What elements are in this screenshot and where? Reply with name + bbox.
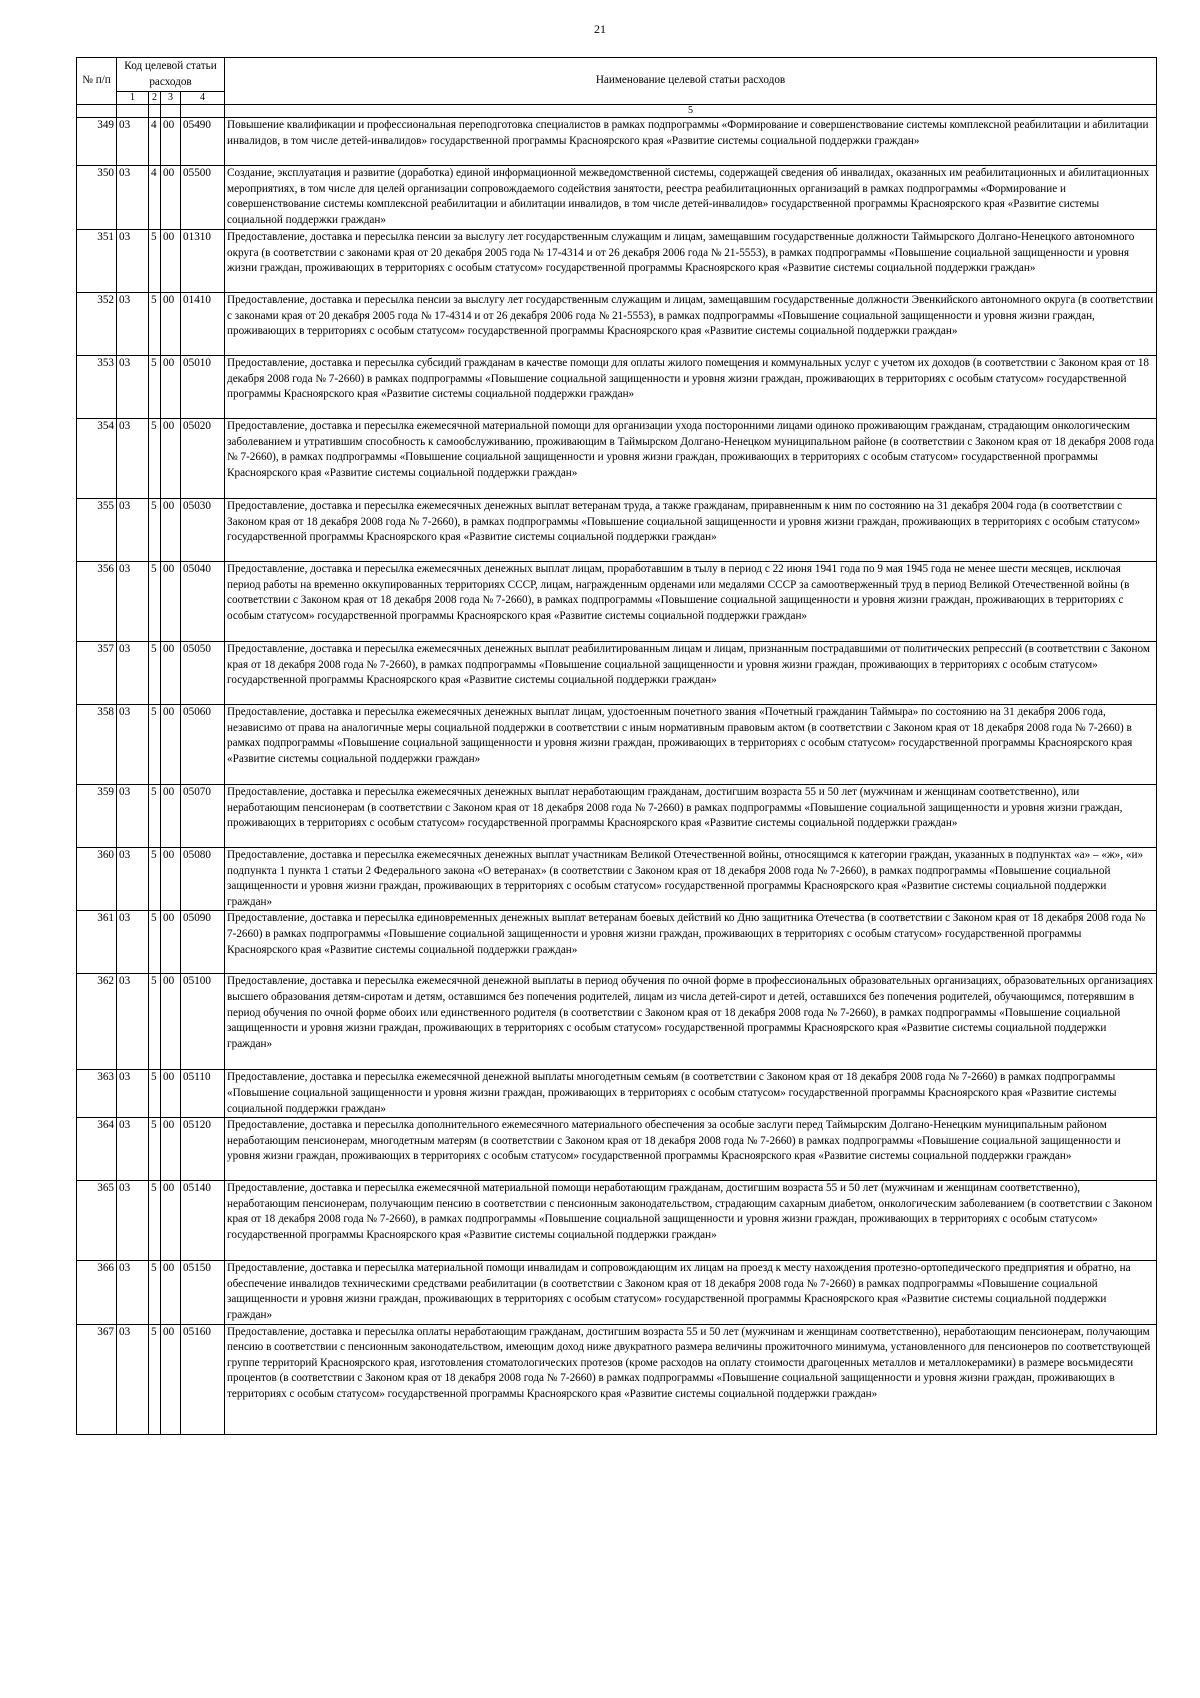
code-part-2: 5	[149, 356, 161, 419]
code-part-1: 03	[117, 499, 149, 562]
code-part-1: 03	[117, 785, 149, 848]
row-number: 351	[77, 230, 117, 293]
page-number: 21	[594, 22, 606, 36]
expense-name: Предоставление, доставка и пересылка ежемесячных денежных выплат лицам, проработавшим в тылу в период с 22 июня 1941 года по 9 мая 1945 года не менее шести месяцев, исключая период работы на временно оккупированных территориях СССР, лицам, награжденным орденами или медалями СССР за самоотверженный труд в период Великой Отечественной войны (в соответствии с Законом края от 18 декабря 2008 года № 7-2660), в рамках подпрограммы «Повышение социальной защищенности и уровня жизни граждан, проживающих в территориях с особым статусом» государственной программы Красноярского края «Развитие системы социальной поддержки граждан»	[225, 562, 1157, 642]
code-part-2: 5	[149, 911, 161, 974]
code-part-1: 03	[117, 911, 149, 974]
code-part-4: 05010	[181, 356, 225, 419]
code-part-4: 05020	[181, 419, 225, 499]
table-row	[77, 1261, 1157, 1324]
code-part-2: 5	[149, 1070, 161, 1118]
row-number: 357	[77, 642, 117, 705]
code-part-2: 4	[149, 118, 161, 166]
code-part-3: 00	[161, 785, 181, 848]
code-part-2: 5	[149, 230, 161, 293]
code-part-2: 5	[149, 642, 161, 705]
expense-name: Предоставление, доставка и пересылка субсидий гражданам в качестве помощи для оплаты жилого помещения и коммунальных услуг с учетом их доходов (в соответствии с Законом края от 18 декабря 2008 года № 7-2660) в рамках подпрограммы «Повышение социальной защищенности и уровня жизни граждан, проживающих в территориях с особым статусом» государственной программы Красноярского края «Развитие системы социальной поддержки граждан»	[225, 356, 1157, 419]
code-part-3: 00	[161, 848, 181, 911]
code-part-2: 5	[149, 562, 161, 642]
code-part-3: 00	[161, 1118, 181, 1181]
code-part-2: 5	[149, 1261, 161, 1324]
code-part-1: 03	[117, 118, 149, 166]
table-row	[77, 1118, 1157, 1181]
code-part-4: 05160	[181, 1324, 225, 1434]
table-row	[77, 419, 1157, 499]
table-row	[77, 705, 1157, 785]
table-row	[77, 1070, 1157, 1118]
code-part-3: 00	[161, 118, 181, 166]
code-part-3: 00	[161, 1070, 181, 1118]
code-part-2: 5	[149, 848, 161, 911]
table-row	[77, 785, 1157, 848]
code-part-2: 5	[149, 499, 161, 562]
code-part-3: 00	[161, 705, 181, 785]
code-part-4: 05070	[181, 785, 225, 848]
header-name: Наименование целевой статьи расходов	[225, 58, 1157, 105]
code-part-2: 5	[149, 1118, 161, 1181]
table-row	[77, 499, 1157, 562]
row-number: 366	[77, 1261, 117, 1324]
code-part-1: 03	[117, 230, 149, 293]
table-row	[77, 1181, 1157, 1261]
expense-name: Предоставление, доставка и пересылка ежемесячной денежной выплаты в период обучения по очной форме в профессиональных образовательных организациях, образовательных организациях высшего образования детям-сиротам и детям, оставшимся без попечения родителей, лицам из числа детей-сирот и детей, оставшихся без попечения родителей, обучающимся, потерявшим в период обучения по очной форме обоих или единственного родителя (в соответствии с Законом края от 18 декабря 2008 года № 7-2660), в рамках подпрограммы «Повышение социальной защищенности и уровня жизни граждан, проживающих в территориях с особым статусом» государственной программы Красноярского края «Развитие системы социальной поддержки граждан»	[225, 974, 1157, 1070]
code-part-2: 5	[149, 785, 161, 848]
code-part-3: 00	[161, 356, 181, 419]
row-number: 352	[77, 293, 117, 356]
column-number-1: 1	[117, 92, 149, 105]
column-number-2: 2	[149, 92, 161, 105]
table-row	[77, 293, 1157, 356]
code-part-2: 5	[149, 974, 161, 1070]
code-part-4: 05120	[181, 1118, 225, 1181]
code-part-4: 05150	[181, 1261, 225, 1324]
header-number: № п/п	[77, 58, 117, 105]
code-part-1: 03	[117, 1181, 149, 1261]
code-part-3: 00	[161, 562, 181, 642]
table-row	[77, 118, 1157, 166]
row-number: 358	[77, 705, 117, 785]
code-part-1: 03	[117, 848, 149, 911]
code-part-1: 03	[117, 974, 149, 1070]
row-number: 364	[77, 1118, 117, 1181]
code-part-3: 00	[161, 499, 181, 562]
code-part-4: 05490	[181, 118, 225, 166]
code-part-4: 05090	[181, 911, 225, 974]
row-number: 360	[77, 848, 117, 911]
code-part-1: 03	[117, 1324, 149, 1434]
table-body	[77, 118, 1157, 1435]
expense-name: Предоставление, доставка и пересылка оплаты неработающим гражданам, достигшим возраста 55 и 50 лет (мужчинам и женщинам соответственно), неработающим пенсионерам, получающим пенсию в соответствии с пенсионным законодательством, имеющим доход ниже двукратного размера величины прожиточного минимума, установленного для пенсионеров по соответствующей группе территорий Красноярского края, изготовления стоматологических протезов (кроме расходов на оплату стоимости драгоценных металлов и металлокерамики) в размере восьмидесяти процентов (в соответствии с Законом края от 18 декабря 2008 года № 7-2660) в рамках подпрограммы «Повышение социальной защищенности и уровня жизни граждан, проживающих в территориях с особым статусом» государственной программы Красноярского края «Развитие системы социальной поддержки граждан»	[225, 1324, 1157, 1434]
code-part-1: 03	[117, 356, 149, 419]
expense-name: Предоставление, доставка и пересылка ежемесячных денежных выплат участникам Великой Отечественной войны, относящимся к категории граждан, указанных в подпунктах «а» – «ж», «и» подпункта 1 пункта 1 статьи 2 Федерального закона «О ветеранах» (в соответствии с Законом края от 18 декабря 2008 года № 7-2660), в рамках подпрограммы «Повышение социальной защищенности и уровня жизни граждан, проживающих в территориях с особым статусом» государственной программы Красноярского края «Развитие системы социальной поддержки граждан»	[225, 848, 1157, 911]
code-part-3: 00	[161, 230, 181, 293]
code-part-3: 00	[161, 911, 181, 974]
table-row	[77, 166, 1157, 230]
row-number: 349	[77, 118, 117, 166]
code-part-1: 03	[117, 1118, 149, 1181]
row-number: 367	[77, 1324, 117, 1434]
code-part-1: 03	[117, 166, 149, 230]
expense-name: Предоставление, доставка и пересылка пенсии за выслугу лет государственным служащим и лицам, замещавшим государственные должности Эвенкийского автономного округа (в соответствии с законами края от 20 декабря 2005 года № 17-4314 и от 26 декабря 2006 года № 21-5553), в рамках подпрограммы «Повышение социальной защищенности и уровня жизни граждан, проживающих в территориях с особым статусом» государственной программы Красноярского края «Развитие системы социальной поддержки граждан»	[225, 293, 1157, 356]
code-part-3: 00	[161, 1261, 181, 1324]
code-part-4: 05100	[181, 974, 225, 1070]
expense-name: Повышение квалификации и профессиональная переподготовка специалистов в рамках подпрограммы «Формирование и совершенствование системы комплексной реабилитации и абилитации инвалидов, в том числе детей-инвалидов» государственной программы Красноярского края «Развитие системы социальной поддержки граждан»	[225, 118, 1157, 166]
code-part-3: 00	[161, 419, 181, 499]
row-number: 350	[77, 166, 117, 230]
code-part-1: 03	[117, 1261, 149, 1324]
table-row	[77, 1324, 1157, 1434]
code-part-1: 03	[117, 293, 149, 356]
code-part-4: 05110	[181, 1070, 225, 1118]
code-part-3: 00	[161, 1324, 181, 1434]
code-part-1: 03	[117, 419, 149, 499]
code-part-4: 01310	[181, 230, 225, 293]
row-number: 353	[77, 356, 117, 419]
expense-name: Предоставление, доставка и пересылка ежемесячной материальной помощи для организации ухода посторонними лицами одиноко проживающим гражданам, страдающим онкологическим заболеванием и утратившим способность к самообслуживанию, проживающим в Таймырском Долгано-Ненецком муниципальном районе (в соответствии с Законом края от 18 декабря 2008 года № 7-2660), в рамках подпрограммы «Повышение социальной защищенности и уровня жизни граждан, проживающих в территориях с особым статусом» государственной программы Красноярского края «Развитие системы социальной поддержки граждан»	[225, 419, 1157, 499]
expense-name: Предоставление, доставка и пересылка ежемесячных денежных выплат ветеранам труда, а также гражданам, приравненным к ним по состоянию на 31 декабря 2004 года (в соответствии с Законом края от 18 декабря 2008 года № 7-2660), в рамках подпрограммы «Повышение социальной защищенности и уровня жизни граждан, проживающих в территориях с особым статусом» государственной программы Красноярского края «Развитие системы социальной поддержки граждан»	[225, 499, 1157, 562]
code-part-1: 03	[117, 705, 149, 785]
code-part-4: 05140	[181, 1181, 225, 1261]
code-part-2: 5	[149, 293, 161, 356]
expense-name: Предоставление, доставка и пересылка ежемесячных денежных выплат лицам, удостоенным почетного звания «Почетный гражданин Таймыра» по состоянию на 31 декабря 2006 года, независимо от права на аналогичные меры социальной поддержки в соответствии с иным нормативным правовым актом (в соответствии с Законом края от 18 декабря 2008 года № 7-2660) в рамках подпрограммы «Повышение социальной защищенности и уровня жизни граждан, проживающих в территориях с особым статусом» государственной программы Красноярского края «Развитие системы социальной поддержки граждан»	[225, 705, 1157, 785]
table-row	[77, 230, 1157, 293]
row-number: 361	[77, 911, 117, 974]
expense-name: Предоставление, доставка и пересылка единовременных денежных выплат ветеранам боевых действий ко Дню защитника Отечества (в соответствии с Законом края от 18 декабря 2008 года № 7-2660) в рамках подпрограммы «Повышение социальной защищенности и уровня жизни граждан, проживающих в территориях с особым статусом» государственной программы Красноярского края «Развитие системы социальной поддержки граждан»	[225, 911, 1157, 974]
code-part-4: 05060	[181, 705, 225, 785]
expense-name: Предоставление, доставка и пересылка ежемесячной денежной выплаты многодетным семьям (в соответствии с Законом края от 18 декабря 2008 года № 7-2660) в рамках подпрограммы «Повышение социальной защищенности и уровня жизни граждан, проживающих в территориях с особым статусом» государственной программы Красноярского края «Развитие системы социальной поддержки граждан»	[225, 1070, 1157, 1118]
expense-name: Предоставление, доставка и пересылка пенсии за выслугу лет государственным служащим и лицам, замещавшим государственные должности Таймырского Долгано-Ненецкого автономного округа (в соответствии с законами края от 20 декабря 2005 года № 17-4314 и от 26 декабря 2006 года № 21-5553), в рамках подпрограммы «Повышение социальной защищенности и уровня жизни граждан, проживающих в территориях с особым статусом» государственной программы Красноярского края «Развитие системы социальной поддержки граждан»	[225, 230, 1157, 293]
column-number-3: 3	[161, 92, 181, 105]
code-part-2: 5	[149, 1181, 161, 1261]
expense-name: Предоставление, доставка и пересылка ежемесячных денежных выплат реабилитированным лицам и лицам, признанным пострадавшими от политических репрессий (в соответствии с Законом края от 18 декабря 2008 года № 7-2660), в рамках подпрограммы «Повышение социальной защищенности и уровня жизни граждан, проживающих в территориях с особым статусом» государственной программы Красноярского края «Развитие системы социальной поддержки граждан»	[225, 642, 1157, 705]
table-row	[77, 642, 1157, 705]
code-part-3: 00	[161, 166, 181, 230]
row-number: 355	[77, 499, 117, 562]
code-part-3: 00	[161, 1181, 181, 1261]
row-number: 354	[77, 419, 117, 499]
code-part-3: 00	[161, 642, 181, 705]
expense-table	[76, 57, 1157, 1435]
code-part-2: 5	[149, 1324, 161, 1434]
code-part-4: 01410	[181, 293, 225, 356]
table-row	[77, 848, 1157, 911]
expense-name: Предоставление, доставка и пересылка материальной помощи инвалидам и сопровождающим их лицам на проезд к месту нахождения протезно-ортопедического предприятия и обратно, на обеспечение инвалидов техническими средствами реабилитации (в соответствии с Законом края от 18 декабря 2008 года № 7-2660) в рамках подпрограммы «Повышение социальной защищенности и уровня жизни граждан, проживающих в территориях с особым статусом» государственной программы Красноярского края «Развитие системы социальной поддержки граждан»	[225, 1261, 1157, 1324]
row-number: 356	[77, 562, 117, 642]
row-number: 359	[77, 785, 117, 848]
code-part-2: 4	[149, 166, 161, 230]
table-row	[77, 356, 1157, 419]
code-part-3: 00	[161, 293, 181, 356]
table-row	[77, 562, 1157, 642]
table-row	[77, 974, 1157, 1070]
code-part-4: 05050	[181, 642, 225, 705]
code-part-3: 00	[161, 974, 181, 1070]
row-number: 365	[77, 1181, 117, 1261]
expense-name: Предоставление, доставка и пересылка ежемесячной материальной помощи неработающим гражданам, достигшим возраста 55 и 50 лет (мужчинам и женщинам соответственно), неработающим пенсионерам, получающим пенсию в соответствии с пенсионным законодательством, страдающим сахарным диабетом, онкологическим заболеванием (в соответствии с Законом края от 18 декабря 2008 года № 7-2660), в рамках подпрограммы «Повышение социальной защищенности и уровня жизни граждан, проживающих в территориях с особым статусом» государственной программы Красноярского края «Развитие системы социальной поддержки граждан»	[225, 1181, 1157, 1261]
code-part-2: 5	[149, 419, 161, 499]
table-row	[77, 911, 1157, 974]
code-part-4: 05500	[181, 166, 225, 230]
expense-name: Предоставление, доставка и пересылка ежемесячных денежных выплат неработающим гражданам, достигшим возраста 55 и 50 лет (мужчинам и женщинам соответственно), или неработающим пенсионерам (в соответствии с Законом края от 18 декабря 2008 года № 7-2660) в рамках подпрограммы «Повышение социальной защищенности и уровня жизни граждан, проживающих в территориях с особым статусом» государственной программы Красноярского края «Развитие системы социальной поддержки граждан»	[225, 785, 1157, 848]
header-code: Код целевой статьи расходов	[117, 58, 225, 92]
code-part-1: 03	[117, 1070, 149, 1118]
expense-name: Создание, эксплуатация и развитие (доработка) единой информационной межведомственной системы, содержащей сведения об инвалидах, оказанных им реабилитационных и абилитационных мероприятиях, в том числе для целей организации сопровождаемого содействия занятости, реестра реабилитационных организаций в рамках подпрограммы «Формирование и совершенствование системы комплексной реабилитации и абилитации инвалидов, в том числе детей-инвалидов» государственной программы Красноярского края «Развитие системы социальной поддержки граждан»	[225, 166, 1157, 230]
row-number: 363	[77, 1070, 117, 1118]
code-part-4: 05030	[181, 499, 225, 562]
row-number: 362	[77, 974, 117, 1070]
column-number-5: 5	[225, 105, 1157, 118]
code-part-4: 05040	[181, 562, 225, 642]
code-part-1: 03	[117, 642, 149, 705]
column-number-4: 4	[181, 92, 225, 105]
code-part-1: 03	[117, 562, 149, 642]
expense-name: Предоставление, доставка и пересылка дополнительного ежемесячного материального обеспечения за особые заслуги перед Таймырским Долгано-Ненецким муниципальным районом неработающим пенсионерам, многодетным матерям (в соответствии с Законом края от 18 декабря 2008 года № 7-2660) в рамках подпрограммы «Повышение социальной защищенности и уровня жизни граждан, проживающих в территориях с особым статусом» государственной программы Красноярского края «Развитие системы социальной поддержки граждан»	[225, 1118, 1157, 1181]
code-part-2: 5	[149, 705, 161, 785]
code-part-4: 05080	[181, 848, 225, 911]
